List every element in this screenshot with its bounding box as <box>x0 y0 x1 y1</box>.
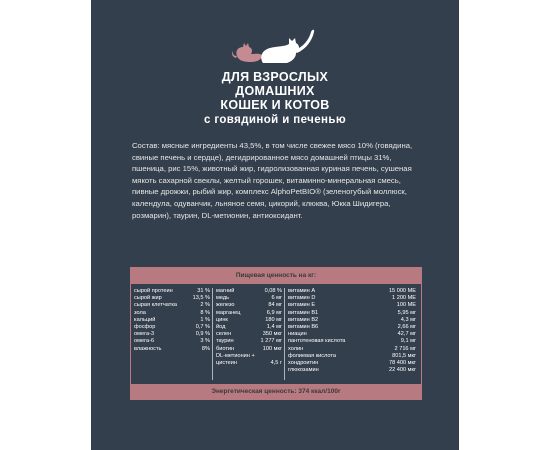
nutrient-row <box>288 317 416 324</box>
nutrient-row <box>216 317 282 324</box>
nutrient-value: 6,9 мг <box>266 309 282 316</box>
nutrient-value: 801,5 мкг <box>392 352 416 359</box>
nutrient-name: селен <box>216 331 232 338</box>
nutrient-value: 2,66 мг <box>397 324 416 331</box>
nutrition-title: Пищевая ценность на кг: <box>235 272 317 279</box>
nutrient-name: сырая клетчатка <box>134 302 178 309</box>
nutrient-value: 1 % <box>200 316 210 323</box>
nutrient-row <box>288 346 416 353</box>
nutrient-name: витамин B2 <box>288 316 319 323</box>
nutrition-column-2 <box>216 288 282 367</box>
nutrient-row <box>288 360 416 367</box>
nutrient-name: ниацин <box>288 331 307 338</box>
column-divider <box>284 288 285 380</box>
nutrient-row <box>134 317 210 324</box>
nutrient-name: холин <box>288 345 304 352</box>
nutrient-value: 31 % <box>197 288 210 294</box>
nutrient-row <box>134 295 210 302</box>
nutrient-value: 100 МЕ <box>396 302 416 309</box>
nutrient-name: таурин <box>216 338 234 345</box>
nutrient-row <box>216 346 282 353</box>
nutrient-name: йод <box>216 324 226 331</box>
package-panel <box>91 0 459 450</box>
nutrient-row <box>216 360 282 367</box>
nutrient-row <box>134 338 210 345</box>
nutrient-row <box>216 288 282 295</box>
nutrient-row <box>134 324 210 331</box>
nutrient-value: 4,5 г <box>270 360 282 367</box>
nutrient-row <box>288 288 416 295</box>
nutrient-value: 0,7 % <box>195 324 210 331</box>
nutrient-value: 1 277 мг <box>260 338 282 345</box>
nutrient-name: магний <box>216 288 235 294</box>
nutrient-value: 0,9 % <box>195 331 210 338</box>
nutrition-body <box>131 284 421 384</box>
nutrient-row <box>216 324 282 331</box>
nutrition-table <box>130 267 422 400</box>
nutrient-name: фосфор <box>134 324 156 331</box>
nutrient-name: марганец <box>216 309 241 316</box>
nutrition-column-1 <box>134 288 210 353</box>
nutrient-name: цистеин <box>216 360 237 367</box>
composition-text: Состав: мясные ингредиенты 43,5%, в том числе свежее мясо 10% (говядина, свиные печень и сердце), дегидрированное мясо домашней птицы 31%, пшеница, рис 15%, животный жир, гидролизованная куриная печень, сушеная мякоть сахарной свеклы, желтый горошек, витаминно-минеральная смесь, пивные дрожжи, рыбий жир, комплекс AlphoPetBIO® (зеленогубый моллюск, календула, одуванчик, льняное семя, цикорий, клюква, Юкка Шидигера, розмарин), таурин, DL-метионин, антиоксидант. <box>132 141 413 220</box>
nutrient-value: 8 % <box>200 309 210 316</box>
nutrient-row <box>288 302 416 309</box>
nutrient-value: 2 716 мг <box>394 345 416 352</box>
nutrient-row <box>288 331 416 338</box>
nutrient-row <box>288 310 416 317</box>
nutrient-name: хондроитин <box>288 360 319 367</box>
nutrient-name: витамин B1 <box>288 309 319 316</box>
nutrient-value: 13,5 % <box>192 295 210 302</box>
nutrient-value: 100 мкг <box>262 345 282 352</box>
nutrient-value: 350 мкг <box>262 331 282 338</box>
nutrient-row <box>288 295 416 302</box>
nutrient-value: 78 400 мкг <box>389 360 416 367</box>
nutrient-name: омега-6 <box>134 338 155 345</box>
nutrient-row <box>216 331 282 338</box>
nutrient-row <box>288 353 416 360</box>
title-line-3: КОШЕК И КОТОВ <box>220 98 330 112</box>
nutrient-name: сырой жир <box>134 295 162 302</box>
column-divider <box>212 288 213 380</box>
nutrient-value: 180 мг <box>265 316 282 323</box>
nutrient-name: витамин A <box>288 288 316 294</box>
nutrient-name: витамин E <box>288 302 316 309</box>
nutrient-value: 2 % <box>200 302 210 309</box>
nutrient-row <box>288 324 416 331</box>
nutrient-row <box>134 302 210 309</box>
nutrient-name: фолиевая кислота <box>288 352 336 359</box>
nutrient-value: 15 000 МЕ <box>388 288 416 294</box>
nutrient-name: биотин <box>216 345 235 352</box>
title-line-2: ДОМАШНИХ <box>235 84 315 98</box>
nutrient-row <box>216 338 282 345</box>
nutrient-name: DL-метионин + <box>216 352 255 359</box>
title-line-1: ДЛЯ ВЗРОСЛЫХ <box>221 70 329 84</box>
nutrient-value: 5,95 мг <box>397 309 416 316</box>
nutrient-name: глюкозамин <box>288 367 319 374</box>
nutrient-row <box>216 302 282 309</box>
nutrient-row <box>216 295 282 302</box>
cat-and-kitten-icon <box>229 26 317 64</box>
nutrient-value: 84 мг <box>268 302 282 309</box>
nutrient-value: 8% <box>201 345 210 352</box>
nutrient-name: влажность <box>134 345 162 352</box>
nutrient-value: 3 % <box>200 338 210 345</box>
nutrient-value: 9,1 мг <box>400 338 416 345</box>
nutrient-value: 4,3 мг <box>400 316 416 323</box>
nutrient-row <box>216 353 282 360</box>
nutrition-column-3 <box>288 288 416 374</box>
nutrient-name: пантотеновая кислота <box>288 338 346 345</box>
nutrient-row <box>134 310 210 317</box>
nutrient-name: кальций <box>134 316 156 323</box>
nutrient-name: витамин B6 <box>288 324 319 331</box>
nutrient-value: 22 400 мкг <box>389 367 416 374</box>
nutrient-row <box>288 367 416 374</box>
nutrient-value: 0,08 % <box>264 288 282 294</box>
nutrient-name: цинк <box>216 316 228 323</box>
nutrient-row <box>288 338 416 345</box>
product-title <box>91 70 459 127</box>
nutrient-name: сырой протеин <box>134 288 173 294</box>
energy-value: Энергетическая ценность: 374 ккал/100г <box>211 388 341 395</box>
nutrient-value: 1 200 МЕ <box>392 295 416 302</box>
nutrient-row <box>216 310 282 317</box>
nutrient-name: витамин D <box>288 295 316 302</box>
nutrient-name: зола <box>134 309 146 316</box>
nutrient-row <box>134 331 210 338</box>
product-subtitle: с говядиной и печенью <box>203 114 347 126</box>
nutrient-value: 1,4 мг <box>266 324 282 331</box>
nutrient-name: железо <box>216 302 235 309</box>
nutrient-name: медь <box>216 295 230 302</box>
nutrient-value: 42,7 мг <box>397 331 416 338</box>
nutrient-name: омега-3 <box>134 331 155 338</box>
nutrient-row <box>134 346 210 353</box>
nutrient-value: 6 мг <box>271 295 282 302</box>
